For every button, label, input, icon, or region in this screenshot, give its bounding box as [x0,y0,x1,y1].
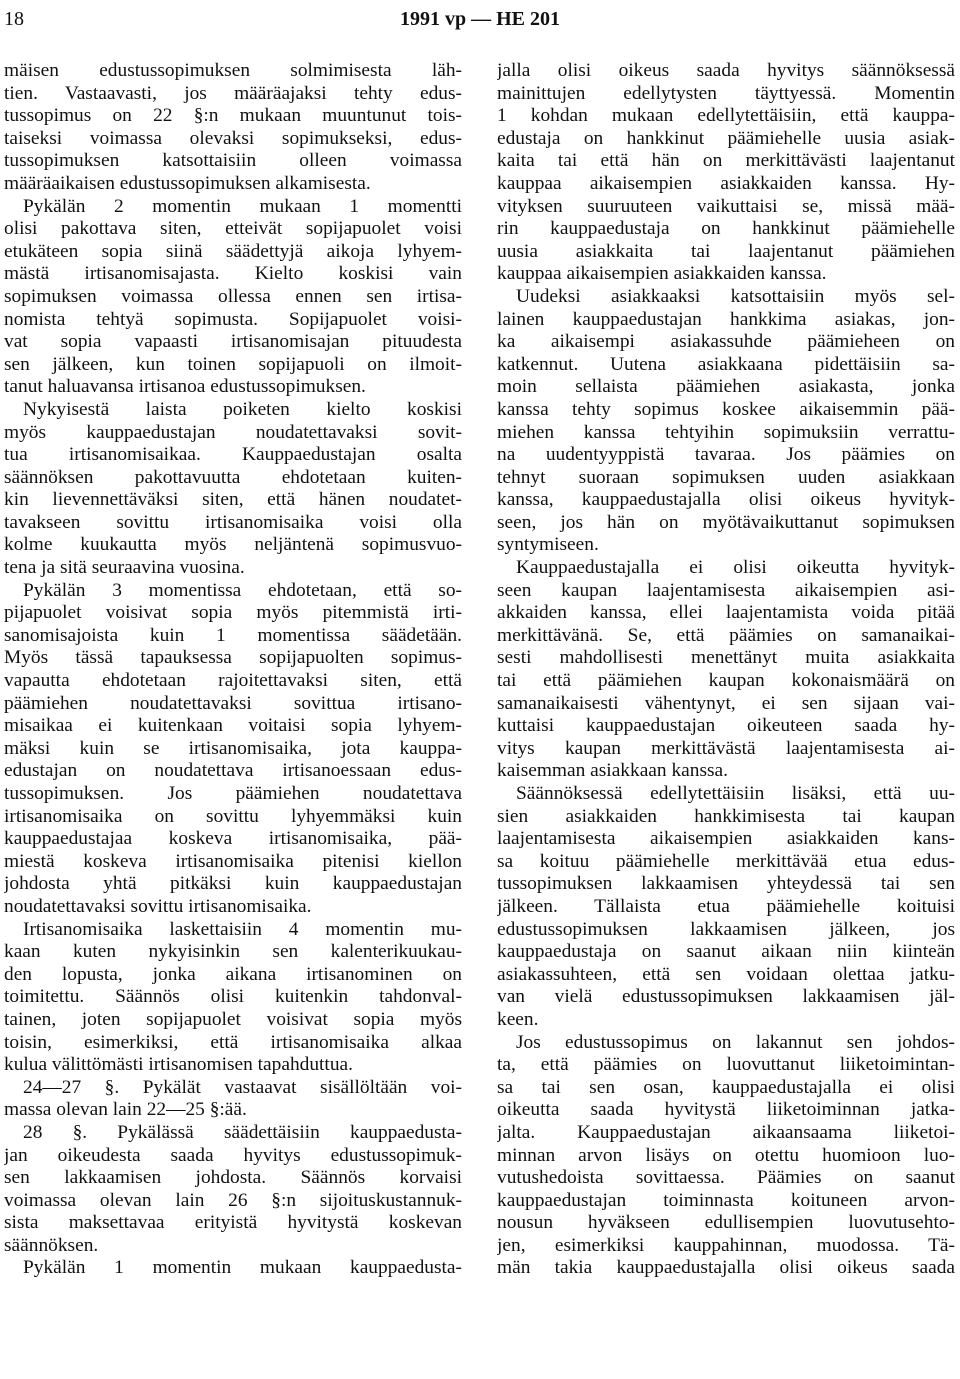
text-line: rin kauppaedustaja on hankkinut päämiehelle [497,218,955,240]
text-line: tehnyt suoraan sopimuksen uuden asiakkaan [497,466,955,488]
text-line: noudatettavaksi sovittu irtisanomisaika. [4,895,312,917]
text-line: moin sellaista päämiehen asiakasta, jonka [497,376,955,398]
text-line: kauppaa aikaisempien asiakkaiden kanssa. [497,263,827,285]
text-line: tien. Vastaavasti, jos määräajaksi tehty edus- [4,82,462,104]
page-number: 18 [4,8,24,30]
text-line: kaisemman asiakkaan kanssa. [497,760,728,782]
text-line: seen, jos hän on myötävaikuttanut sopimuksen [497,511,955,533]
text-line: voimassa olevan lain 26 §:n sijoituskustannuk- [4,1189,462,1211]
text-line: sa koituu päämiehelle merkittävää etua edus- [497,850,955,872]
text-line: misaikaa ei kuitenkaan voitaisi sopia lyhyem- [4,715,462,737]
text-line: tavakseen sovittu irtisanomisaika voisi olla [4,511,462,533]
text-line: kauppaedustajaa koskeva irtisanomisaika, pää- [4,828,462,850]
text-line: tussopimus on 22 §:n mukaan muuntunut tois- [4,105,462,127]
text-line: Uudeksi asiakkaaksi katsottaisiin myös sel- [516,285,955,307]
text-line: sesti mahdollisesti menettänyt muita asiakkaita [497,647,955,669]
text-line: Säännöksessä edellytettäisiin lisäksi, että uu- [516,783,955,804]
text-line: sista maksettavaa erityistä hyvitystä koskevan [4,1212,462,1234]
text-line: etukäteen sopia siinä säädettyjä aikoja lyhyem- [4,240,462,262]
text-line: oikeutta saada hyvitystä liiketoiminnan jatka- [497,1099,955,1121]
text-line: sen lakkaamisen johdosta. Säännös korvaisi [4,1167,462,1189]
text-line: sanomisajoista kuin 1 momentissa säädetään. [4,624,462,646]
text-line: samanaikaisesti vähentynyt, ei sen sijaan vai- [497,692,955,714]
text-line: kauppaa aikaisempien asiakkaiden kanssa. Hy- [497,172,955,194]
text-line: vat sopia vapaasti irtisanomisajan pituudesta [4,331,462,353]
text-line: kanssa tehty sopimus koskee aikaisemmin pää- [497,398,955,420]
text-line: ta, että päämies on luovuttanut liiketoimintan- [497,1054,955,1076]
text-line: tua irtisanomisaikaa. Kauppaedustajan osalta [4,444,462,466]
text-line: toisin, esimerkiksi, että irtisanomisaika alkaa [4,1031,462,1053]
text-line: massa olevan lain 22—25 §:ää. [4,1099,247,1121]
text-line: den lopusta, jonka aikana irtisanominen on [4,963,462,985]
running-head: 1991 vp — HE 201 [399,8,561,30]
text-line: lainen kauppaedustajan hankkima asiakas, jon- [497,308,955,330]
text-line: mainittujen edellytysten täyttyessä. Momentin [497,82,955,104]
text-line: tanut haluavansa irtisanoa edustussopimuksen. [4,376,366,398]
text-line: vitys kaupan merkittävästä laajentamisesta ai- [497,737,955,759]
text-line: kuttaisi kauppaedustajan oikeuteen saada hy- [497,715,955,737]
text-line: merkittävänä. Se, että päämies on samanaikai- [497,624,955,646]
text-line: Pykälän 3 momentissa ehdotetaan, että so- [23,579,462,601]
text-line: van vielä edustussopimuksen lakkaamisen jäl- [497,986,955,1008]
text-line: miestä koskeva irtisanomisaika pitenisi kiellon [4,850,462,872]
text-line: nousun hyväkseen edullisempien luovutusehto- [497,1212,955,1234]
text-line: katkennut. Uutena asiakkaana pidettäisiin sa- [497,353,955,375]
text-line: edustaja on hankkinut päämiehelle uusia asiak- [497,127,955,149]
text-line: jalta. Kauppaedustajan aikaansaama liiketoi- [497,1121,955,1143]
text-line: Jos edustussopimus on lakannut sen johdos- [516,1031,955,1053]
text-line: 1 kohdan mukaan edellytettäisiin, että kauppa- [497,105,955,127]
text-line: johdosta yhtä pitkäksi kuin kauppaedustajan [4,873,462,895]
text-line: jälkeen. Tällaista etua päämiehelle koituisi [497,895,955,917]
text-line: tussopimuksen lakkaamisen yhteydessä tai sen [497,873,955,895]
text-line: kaan kuten nykyisinkin sen kalenterikuukau- [4,941,462,963]
text-line: miehen kanssa tehtyihin sopimuksiin verrattu- [497,421,955,443]
text-line: mästä irtisanomisajasta. Kielto koskisi vain [4,263,462,285]
text-line: ka aikaisempi asiakassuhde päämieheen on [497,331,955,353]
text-line: sien asiakkaiden hankkimisesta tai kaupan [497,805,955,827]
text-line: Pykälän 2 momentin mukaan 1 momentti [23,195,462,217]
text-line: mäksi kuin se irtisanomisaika, jota kauppa- [4,737,462,759]
text-line: määräaikaisen edustussopimuksen alkamisesta. [4,172,371,194]
text-line: irtisanomisaika on sovittu lyhyemmäksi kuin [4,805,462,827]
text-line: sopimuksen voimassa ollessa ennen sen irtisa- [4,285,462,307]
text-line: pijapuolet voisivat sopia myös pitemmistä irti- [4,602,462,624]
text-line: sen jälkeen, kun toinen sopijapuoli on ilmoit- [4,353,462,375]
text-line: Nykyisestä laista poiketen kielto koskisi [23,398,462,420]
text-line: kulua välittömästi irtisanomisen tapahduttua. [4,1054,353,1076]
text-line: sa tai sen osan, kauppaedustajalla ei olisi [497,1076,955,1098]
text-line: akkaiden kanssa, ellei laajentamista voida pitää [497,602,955,624]
text-line: kaita tai että hän on merkittävästi laajentanut [497,150,955,172]
text-line: syntymiseen. [497,534,599,556]
text-line: 24—27 §. Pykälät vastaavat sisällöltään voi- [23,1076,462,1098]
text-line: kanssa, kauppaedustajalla olisi oikeus hyvityk- [497,489,955,511]
text-line: kauppaedustajan toiminnasta koituneen arvon- [497,1189,955,1211]
text-line: jan oikeudesta saada hyvitys edustussopimuk- [4,1144,462,1166]
text-line: tainen, joten sopijapuolet voisivat sopia myös [4,1008,462,1030]
text-line: män takia kauppaedustajalla olisi oikeus saada [497,1257,955,1279]
page-header [4,4,956,34]
text-line: vapautta ehdotetaan rajoitettavaksi siten, että [4,670,462,692]
text-line: Irtisanomisaika laskettaisiin 4 momentin mu- [23,918,462,940]
text-line: tai että päämiehen kaupan kokonaismäärä on [497,670,955,692]
right-column [497,60,955,1280]
text-line: tussopimuksen katsottaisiin olleen voimassa [4,150,462,172]
text-line: myös kauppaedustajan noudatettavaksi sovit- [4,421,462,443]
text-line: taiseksi voimassa olevaksi sopimukseksi, edus- [4,127,462,149]
text-line: minnan arvon lisäys on otettu huomioon luo- [497,1144,955,1166]
text-line: säännöksen. [4,1234,99,1256]
text-line: nomista tehtyä sopimusta. Sopijapuolet voisi- [4,308,462,330]
text-line: 28 §. Pykälässä säädettäisiin kauppaedusta- [23,1121,462,1143]
text-line: edustussopimuksen lakkaamisen jälkeen, jos [497,918,955,940]
text-line: toimitettu. Säännös olisi kuitenkin tahdonval- [4,986,462,1008]
text-line: olisi pakottava siten, etteivät sopijapuolet voisi [4,218,462,240]
text-line: säännöksen pakottavuutta ehdotetaan kuiten- [4,466,462,488]
text-line: vityksen suuruuteen vaikuttaisi se, missä mää- [497,195,955,217]
text-line: Kauppaedustajalla ei olisi oikeutta hyvityk- [516,557,955,579]
text-line: jen, esimerkiksi kauppahinnan, muodossa. Tä- [497,1234,955,1256]
text-line: vutushedoista sovittaessa. Päämies on saanut [497,1167,955,1189]
text-line: seen kaupan laajentamisesta aikaisempien asi- [497,579,955,601]
left-column [4,60,462,1280]
text-line: na uudentyyppistä tavaraa. Jos päämies on [497,444,955,466]
text-line: päämiehen noudatettavaksi sovittua irtisano- [4,692,462,714]
text-line: laajentamisesta aikaisempien asiakkaiden kans- [497,828,955,850]
text-line: keen. [497,1008,539,1030]
text-line: Myös tässä tapauksessa sopijapuolten sopimus- [4,647,462,669]
text-line: jalla olisi oikeus saada hyvitys säännöksessä [497,60,955,81]
text-line: kolme kuukautta myös neljäntenä sopimusvuo- [4,534,462,556]
text-line: Pykälän 1 momentin mukaan kauppaedusta- [23,1257,462,1279]
text-line: tena ja sitä seuraavina vuosina. [4,557,245,579]
text-line: mäisen edustussopimuksen solmimisesta läh- [4,60,462,81]
text-line: uusia asiakkaita tai laajentanut päämiehen [497,240,955,262]
text-line: kauppaedustaja on saanut aikaan niin kiinteän [497,941,955,963]
text-line: tussopimuksen. Jos päämiehen noudatettava [4,783,462,804]
text-line: asiakassuhteen, että sen voidaan olettaa jatku- [497,963,955,985]
text-line: edustajan on noudatettava irtisanoessaan edus- [4,760,462,782]
text-line: kin lievennettäväksi siten, että hänen noudatet- [4,489,462,511]
